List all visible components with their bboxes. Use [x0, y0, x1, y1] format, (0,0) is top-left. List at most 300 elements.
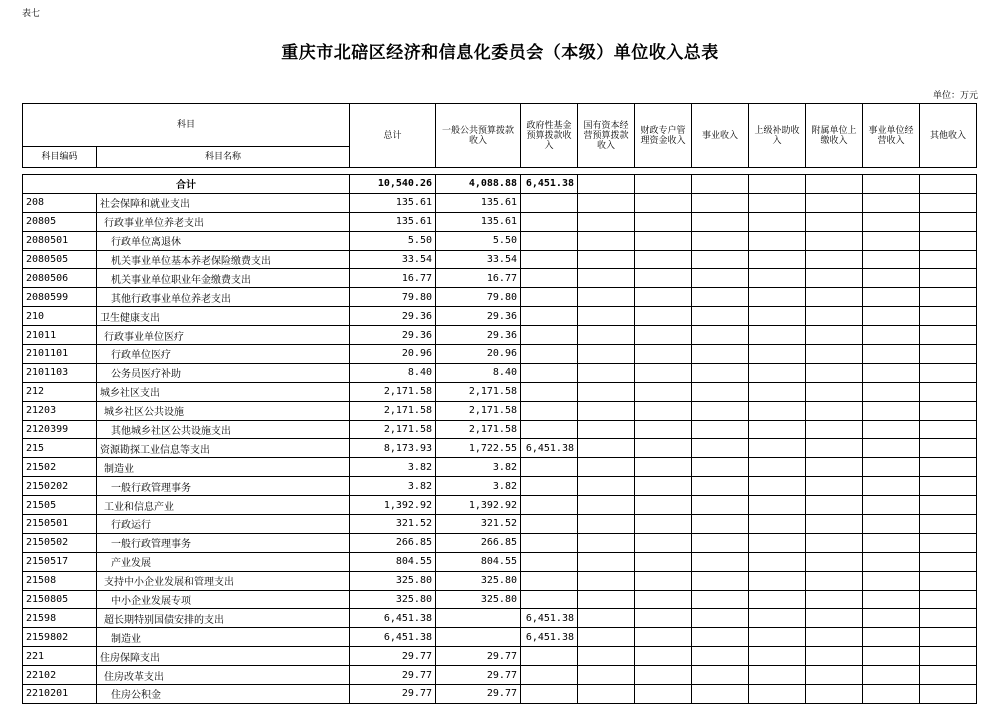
- subject-code: 2150502: [23, 533, 97, 552]
- subject-code: 215: [23, 439, 97, 458]
- empty-cell: [920, 571, 977, 590]
- amount-general-budget: 3.82: [436, 477, 521, 496]
- amount-general-budget: 804.55: [436, 552, 521, 571]
- subject-code: 22102: [23, 666, 97, 685]
- amount-general-budget: 2,171.58: [436, 420, 521, 439]
- empty-cell: [692, 420, 749, 439]
- empty-cell: [578, 420, 635, 439]
- empty-cell: [920, 363, 977, 382]
- empty-cell: [863, 288, 920, 307]
- table-row: [23, 609, 977, 628]
- empty-cell: [863, 458, 920, 477]
- empty-cell: [749, 345, 806, 364]
- subject-name: 行政事业单位养老支出: [97, 212, 350, 231]
- empty-cell: [920, 666, 977, 685]
- empty-cell: [635, 401, 692, 420]
- empty-cell: [920, 231, 977, 250]
- empty-cell: [692, 288, 749, 307]
- empty-cell: [635, 533, 692, 552]
- table-row: [23, 666, 977, 685]
- empty-cell: [635, 382, 692, 401]
- subject-code: 2080501: [23, 231, 97, 250]
- amount-gov-fund: [521, 496, 578, 515]
- header-superior-subsidy: 上级补助收入: [749, 104, 806, 168]
- empty-cell: [692, 363, 749, 382]
- table-row: [23, 250, 977, 269]
- amount-gov-fund: [521, 515, 578, 534]
- subject-code: 21011: [23, 326, 97, 345]
- empty-cell: [749, 477, 806, 496]
- empty-cell: [692, 590, 749, 609]
- table-row: [23, 307, 977, 326]
- empty-cell: [749, 552, 806, 571]
- empty-cell: [749, 193, 806, 212]
- empty-cell: [806, 458, 863, 477]
- amount-total: 135.61: [350, 212, 436, 231]
- amount-general-budget: 8.40: [436, 363, 521, 382]
- subject-name: 卫生健康支出: [97, 307, 350, 326]
- header-fiscal-special: 财政专户管理资金收入: [635, 104, 692, 168]
- empty-cell: [863, 533, 920, 552]
- amount-gov-fund: [521, 533, 578, 552]
- subject-name: 城乡社区支出: [97, 382, 350, 401]
- amount-total: 325.80: [350, 571, 436, 590]
- amount-general-budget: [436, 609, 521, 628]
- amount-total: 33.54: [350, 250, 436, 269]
- empty-cell: [749, 439, 806, 458]
- amount-total: 29.77: [350, 685, 436, 704]
- empty-cell: [692, 685, 749, 704]
- empty-cell: [749, 326, 806, 345]
- table-row: [23, 231, 977, 250]
- empty-cell: [692, 515, 749, 534]
- subject-code: 2101103: [23, 363, 97, 382]
- subject-code: 21508: [23, 571, 97, 590]
- amount-gov-fund: [521, 685, 578, 704]
- table-row: [23, 382, 977, 401]
- empty-cell: [692, 439, 749, 458]
- empty-cell: [692, 193, 749, 212]
- empty-cell: [920, 533, 977, 552]
- empty-cell: [806, 552, 863, 571]
- amount-gov-fund: [521, 420, 578, 439]
- subject-name: 机关事业单位基本养老保险缴费支出: [97, 250, 350, 269]
- subject-name: 公务员医疗补助: [97, 363, 350, 382]
- empty-cell: [578, 288, 635, 307]
- subject-name: 行政运行: [97, 515, 350, 534]
- empty-cell: [749, 420, 806, 439]
- empty-cell: [635, 609, 692, 628]
- empty-cell: [863, 439, 920, 458]
- empty-cell: [635, 326, 692, 345]
- table-row: [23, 345, 977, 364]
- subject-code: 2080599: [23, 288, 97, 307]
- empty-cell: [749, 250, 806, 269]
- subject-code: 2210201: [23, 685, 97, 704]
- amount-general-budget: 29.77: [436, 666, 521, 685]
- empty-cell: [749, 307, 806, 326]
- subject-code: 221: [23, 647, 97, 666]
- subject-name: 行政单位离退休: [97, 231, 350, 250]
- empty-cell: [635, 250, 692, 269]
- amount-gov-fund: 6,451.38: [521, 609, 578, 628]
- empty-cell: [863, 420, 920, 439]
- empty-cell: [920, 250, 977, 269]
- empty-cell: [806, 571, 863, 590]
- empty-cell: [806, 193, 863, 212]
- empty-cell: [578, 363, 635, 382]
- empty-cell: [578, 666, 635, 685]
- amount-total: 804.55: [350, 552, 436, 571]
- subject-code: 210: [23, 307, 97, 326]
- empty-cell: [692, 552, 749, 571]
- header-other-income: 其他收入: [920, 104, 977, 168]
- empty-cell: [863, 250, 920, 269]
- empty-cell: [635, 269, 692, 288]
- empty-cell: [635, 193, 692, 212]
- empty-cell: [863, 571, 920, 590]
- amount-total: 8,173.93: [350, 439, 436, 458]
- amount-gov-fund: [521, 571, 578, 590]
- table-row: [23, 647, 977, 666]
- subject-name: 行政单位医疗: [97, 345, 350, 364]
- subject-code: 2080505: [23, 250, 97, 269]
- subject-code: 21502: [23, 458, 97, 477]
- empty-cell: [806, 363, 863, 382]
- amount-gov-fund: [521, 307, 578, 326]
- empty-cell: [578, 458, 635, 477]
- empty-cell: [578, 250, 635, 269]
- amount-gov-fund: [521, 250, 578, 269]
- table-row: [23, 515, 977, 534]
- empty-cell: [692, 326, 749, 345]
- subject-name: 资源勘探工业信息等支出: [97, 439, 350, 458]
- empty-cell: [806, 496, 863, 515]
- empty-cell: [692, 269, 749, 288]
- amount-gov-fund: [521, 382, 578, 401]
- amount-total: 5.50: [350, 231, 436, 250]
- empty-cell: [635, 420, 692, 439]
- table-tag: 表七: [22, 9, 41, 19]
- amount-total: 79.80: [350, 288, 436, 307]
- empty-cell: [578, 269, 635, 288]
- amount-general-budget: 266.85: [436, 533, 521, 552]
- empty-cell: [863, 496, 920, 515]
- table-row: [23, 193, 977, 212]
- table-row: [23, 552, 977, 571]
- empty-cell: [692, 458, 749, 477]
- subject-code: 2101101: [23, 345, 97, 364]
- empty-cell: [806, 269, 863, 288]
- empty-cell: [635, 552, 692, 571]
- subject-code: 21505: [23, 496, 97, 515]
- empty-cell: [863, 231, 920, 250]
- amount-total: 29.77: [350, 647, 436, 666]
- empty-cell: [692, 666, 749, 685]
- empty-cell: [749, 382, 806, 401]
- empty-cell: [806, 212, 863, 231]
- amount-total: 2,171.58: [350, 401, 436, 420]
- empty-cell: [749, 666, 806, 685]
- empty-cell: [920, 439, 977, 458]
- amount-gov-fund: [521, 345, 578, 364]
- empty-cell: [749, 590, 806, 609]
- page-title: 重庆市北碚区经济和信息化委员会（本级）单位收入总表: [281, 43, 719, 63]
- unit-label: 单位：万元: [932, 91, 978, 101]
- empty-cell: [806, 477, 863, 496]
- income-summary-table: [22, 103, 977, 704]
- empty-cell: [635, 439, 692, 458]
- empty-cell: [635, 363, 692, 382]
- empty-cell: [806, 515, 863, 534]
- empty-cell: [635, 496, 692, 515]
- empty-cell: [806, 685, 863, 704]
- empty-cell: [749, 571, 806, 590]
- empty-cell: [692, 345, 749, 364]
- empty-cell: [692, 496, 749, 515]
- table-row: [23, 628, 977, 647]
- empty-cell: [920, 345, 977, 364]
- subject-name: 住房保障支出: [97, 647, 350, 666]
- empty-cell: [635, 666, 692, 685]
- subject-name: 中小企业发展专项: [97, 590, 350, 609]
- empty-cell: [635, 685, 692, 704]
- empty-cell: [749, 533, 806, 552]
- subject-name: 住房公积金: [97, 685, 350, 704]
- amount-general-budget: 20.96: [436, 345, 521, 364]
- amount-total: 135.61: [350, 193, 436, 212]
- header-name: 科目名称: [97, 147, 350, 168]
- table-row: [23, 477, 977, 496]
- empty-cell: [863, 345, 920, 364]
- subject-code: 20805: [23, 212, 97, 231]
- empty-cell: [920, 458, 977, 477]
- subject-name: 住房改革支出: [97, 666, 350, 685]
- empty-cell: [920, 307, 977, 326]
- amount-general-budget: 135.61: [436, 193, 521, 212]
- empty-cell: [920, 288, 977, 307]
- empty-cell: [692, 212, 749, 231]
- amount-gov-fund: [521, 477, 578, 496]
- empty-cell: [578, 439, 635, 458]
- total-row: [23, 175, 977, 194]
- empty-cell: [692, 647, 749, 666]
- amount-gov-fund: [521, 212, 578, 231]
- table-row: [23, 439, 977, 458]
- amount-total: 325.80: [350, 590, 436, 609]
- total-amount: 10,540.26: [350, 175, 436, 194]
- table-row: [23, 571, 977, 590]
- table-row: [23, 458, 977, 477]
- empty-cell: [920, 326, 977, 345]
- amount-gov-fund: [521, 288, 578, 307]
- table-row: [23, 401, 977, 420]
- subject-name: 制造业: [97, 628, 350, 647]
- amount-gov-fund: [521, 193, 578, 212]
- empty-cell: [749, 647, 806, 666]
- amount-general-budget: 79.80: [436, 288, 521, 307]
- empty-cell: [863, 269, 920, 288]
- empty-cell: [806, 590, 863, 609]
- empty-cell: [806, 533, 863, 552]
- empty-cell: [863, 193, 920, 212]
- empty-cell: [920, 590, 977, 609]
- empty-cell: [920, 477, 977, 496]
- empty-cell: [749, 363, 806, 382]
- amount-gov-fund: 6,451.38: [521, 439, 578, 458]
- empty-cell: [920, 647, 977, 666]
- table-row: [23, 533, 977, 552]
- empty-cell: [920, 609, 977, 628]
- empty-cell: [806, 420, 863, 439]
- empty-cell: [578, 307, 635, 326]
- empty-cell: [578, 628, 635, 647]
- empty-cell: [806, 647, 863, 666]
- amount-gov-fund: [521, 363, 578, 382]
- amount-total: 16.77: [350, 269, 436, 288]
- empty-cell: [635, 628, 692, 647]
- table-row: [23, 363, 977, 382]
- amount-total: 3.82: [350, 477, 436, 496]
- empty-cell: [920, 420, 977, 439]
- amount-gov-fund: [521, 458, 578, 477]
- empty-cell: [692, 382, 749, 401]
- empty-cell: [578, 685, 635, 704]
- empty-cell: [863, 666, 920, 685]
- empty-cell: [749, 212, 806, 231]
- empty-cell: [578, 571, 635, 590]
- amount-gov-fund: [521, 401, 578, 420]
- empty-cell: [920, 552, 977, 571]
- amount-general-budget: 29.77: [436, 685, 521, 704]
- empty-cell: [749, 401, 806, 420]
- empty-cell: [863, 363, 920, 382]
- subject-code: 21598: [23, 609, 97, 628]
- empty-cell: [920, 496, 977, 515]
- subject-code: 2080506: [23, 269, 97, 288]
- amount-general-budget: 1,722.55: [436, 439, 521, 458]
- empty-cell: [863, 552, 920, 571]
- empty-cell: [920, 382, 977, 401]
- header-state-capital: 国有资本经营预算拨款收入: [578, 104, 635, 168]
- amount-general-budget: 5.50: [436, 231, 521, 250]
- empty-cell: [692, 533, 749, 552]
- empty-cell: [578, 401, 635, 420]
- subject-name: 其他城乡社区公共设施支出: [97, 420, 350, 439]
- empty-cell: [635, 458, 692, 477]
- empty-cell: [578, 515, 635, 534]
- amount-total: 8.40: [350, 363, 436, 382]
- amount-general-budget: 16.77: [436, 269, 521, 288]
- header-general-budget: 一般公共预算拨款收入: [436, 104, 521, 168]
- table-row: [23, 288, 977, 307]
- empty-cell: [692, 628, 749, 647]
- empty-cell: [578, 212, 635, 231]
- empty-cell: [920, 193, 977, 212]
- empty-cell: [806, 288, 863, 307]
- empty-cell: [578, 231, 635, 250]
- amount-general-budget: 29.36: [436, 307, 521, 326]
- subject-name: 支持中小企业发展和管理支出: [97, 571, 350, 590]
- amount-gov-fund: [521, 231, 578, 250]
- empty-cell: [578, 609, 635, 628]
- subject-code: 2159802: [23, 628, 97, 647]
- empty-cell: [863, 326, 920, 345]
- empty-cell: [920, 269, 977, 288]
- empty-cell: [863, 212, 920, 231]
- amount-general-budget: 325.80: [436, 590, 521, 609]
- table-row: [23, 685, 977, 704]
- subject-name: 其他行政事业单位养老支出: [97, 288, 350, 307]
- amount-general-budget: 33.54: [436, 250, 521, 269]
- subject-code: 2150805: [23, 590, 97, 609]
- empty-cell: [806, 609, 863, 628]
- empty-cell: [806, 307, 863, 326]
- empty-cell: [806, 345, 863, 364]
- amount-gov-fund: [521, 647, 578, 666]
- subject-code: 21203: [23, 401, 97, 420]
- table-row: [23, 420, 977, 439]
- amount-total: 2,171.58: [350, 382, 436, 401]
- subject-name: 一般行政管理事务: [97, 533, 350, 552]
- empty-cell: [863, 401, 920, 420]
- empty-cell: [863, 628, 920, 647]
- empty-cell: [635, 345, 692, 364]
- empty-cell: [806, 250, 863, 269]
- amount-gov-fund: [521, 269, 578, 288]
- amount-total: 6,451.38: [350, 628, 436, 647]
- amount-general-budget: 29.77: [436, 647, 521, 666]
- subject-name: 超长期特别国债安排的支出: [97, 609, 350, 628]
- empty-cell: [920, 515, 977, 534]
- empty-cell: [692, 477, 749, 496]
- empty-cell: [863, 647, 920, 666]
- empty-cell: [749, 269, 806, 288]
- empty-cell: [578, 533, 635, 552]
- empty-cell: [578, 477, 635, 496]
- empty-cell: [749, 515, 806, 534]
- amount-total: 1,392.92: [350, 496, 436, 515]
- amount-gov-fund: [521, 666, 578, 685]
- table-row: [23, 269, 977, 288]
- empty-cell: [635, 515, 692, 534]
- empty-cell: [749, 496, 806, 515]
- empty-cell: [578, 647, 635, 666]
- empty-cell: [863, 609, 920, 628]
- subject-code: 2150501: [23, 515, 97, 534]
- total-general-budget: 4,088.88: [436, 175, 521, 194]
- amount-general-budget: [436, 628, 521, 647]
- header-code: 科目编码: [23, 147, 97, 168]
- empty-cell: [920, 212, 977, 231]
- empty-cell: [863, 382, 920, 401]
- empty-cell: [635, 231, 692, 250]
- empty-cell: [578, 552, 635, 571]
- subject-code: 208: [23, 193, 97, 212]
- subject-name: 社会保障和就业支出: [97, 193, 350, 212]
- empty-cell: [749, 458, 806, 477]
- empty-cell: [692, 609, 749, 628]
- empty-cell: [692, 307, 749, 326]
- empty-cell: [806, 628, 863, 647]
- empty-cell: [692, 231, 749, 250]
- amount-general-budget: 29.36: [436, 326, 521, 345]
- amount-total: 321.52: [350, 515, 436, 534]
- header-gov-fund: 政府性基金预算拨款收入: [521, 104, 578, 168]
- empty-cell: [692, 401, 749, 420]
- amount-gov-fund: [521, 326, 578, 345]
- empty-cell: [692, 250, 749, 269]
